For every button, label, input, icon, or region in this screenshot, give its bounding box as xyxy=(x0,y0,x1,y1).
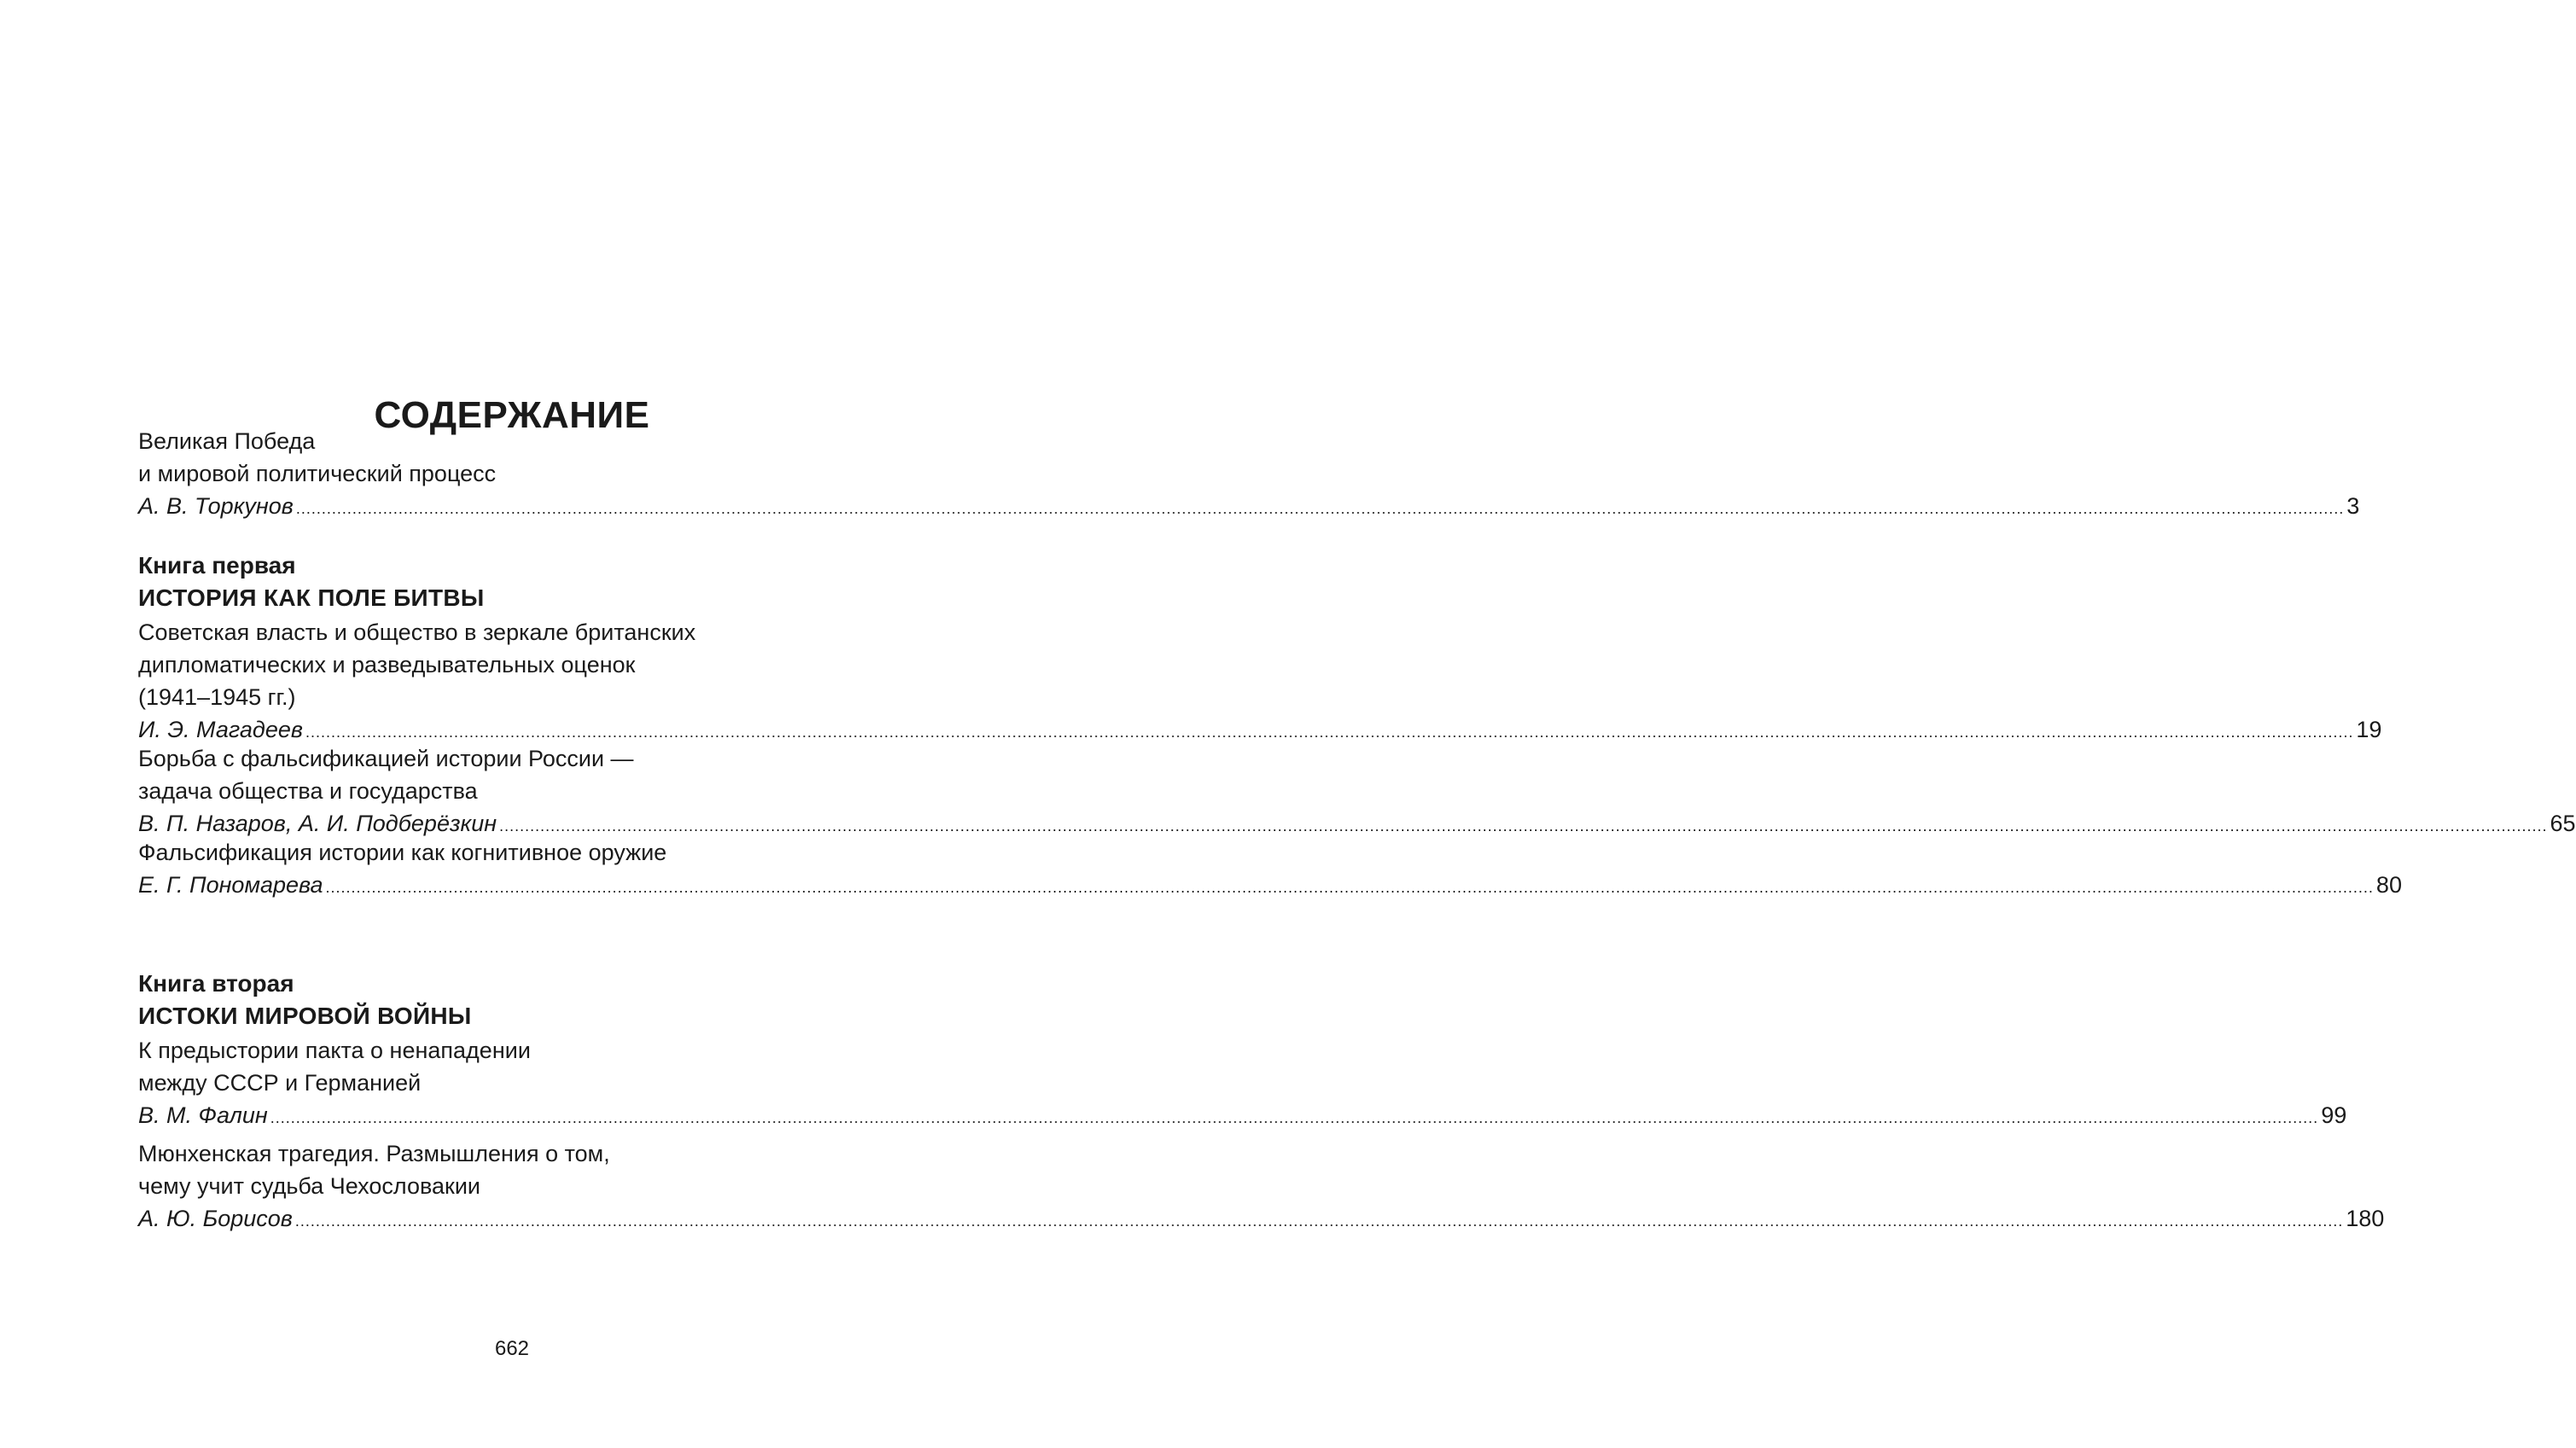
entry-page-number: 19 xyxy=(2356,717,2382,742)
entry-page-number: 80 xyxy=(2375,872,2402,898)
book-two-heading xyxy=(138,968,857,1032)
entry-title-line: (1941–1945 гг.) xyxy=(138,684,296,710)
dot-leader: ................................................................................................................................................................................................................................................................................................................................................................................................................ xyxy=(294,1212,2344,1230)
toc-entry[interactable] xyxy=(138,742,2576,842)
entry-title-line: Борьба с фальсификацией истории России — xyxy=(138,746,634,771)
toc-entry[interactable] xyxy=(138,616,2382,748)
author-row xyxy=(138,869,2402,904)
entry-author: И. Э. Магадеев xyxy=(138,717,303,742)
entry-title-line: Фальсификация истории как когнитивное оружие xyxy=(138,840,667,865)
page-number: 662 xyxy=(494,1337,530,1360)
entry-page-number: 180 xyxy=(2346,1206,2385,1231)
author-row xyxy=(138,1202,2385,1237)
entry-author: А. В. Торкунов xyxy=(138,493,294,519)
toc-entry[interactable] xyxy=(138,1034,2347,1134)
entry-title-line: Мюнхенская трагедия. Размышления о том, xyxy=(138,1141,610,1166)
entry-title-line: дипломатических и разведывательных оценок xyxy=(138,652,636,677)
book-title: ИСТОКИ МИРОВОЙ ВОЙНЫ xyxy=(138,1003,472,1029)
entry-author: В. П. Назаров, А. И. Подберёзкин xyxy=(138,811,497,836)
entry-title-line: Советская власть и общество в зеркале британских xyxy=(138,619,696,645)
entry-page-number: 65 xyxy=(2550,811,2576,836)
entry-title-line: чему учит судьба Чехословакии xyxy=(138,1173,480,1199)
entry-title-line: Великая Победа xyxy=(138,428,316,454)
entry-title-line: и мировой политический процесс xyxy=(138,461,497,486)
entry-title-line: между СССР и Германией xyxy=(138,1070,422,1096)
book-one-heading xyxy=(138,550,857,614)
toc-entry-intro[interactable] xyxy=(138,425,2360,525)
dot-leader: ................................................................................................................................................................................................................................................................................................................................................................................................................ xyxy=(305,724,2354,741)
page-title: СОДЕРЖАНИЕ xyxy=(374,394,650,437)
dot-leader: ................................................................................................................................................................................................................................................................................................................................................................................................................ xyxy=(295,500,2345,517)
dot-leader: ................................................................................................................................................................................................................................................................................................................................................................................................................ xyxy=(325,879,2374,896)
book-title: ИСТОРИЯ КАК ПОЛЕ БИТВЫ xyxy=(138,584,485,611)
author-row xyxy=(138,1099,2347,1134)
dot-leader: ................................................................................................................................................................................................................................................................................................................................................................................................................ xyxy=(499,817,2548,834)
entry-author: Е. Г. Пономарева xyxy=(138,872,323,898)
entry-author: В. М. Фалин xyxy=(138,1102,268,1128)
toc-entry[interactable] xyxy=(138,1137,2385,1237)
author-row xyxy=(138,490,2360,525)
entry-title-line: задача общества и государства xyxy=(138,778,478,804)
entry-author: А. Ю. Борисов xyxy=(138,1206,293,1231)
book-label: Книга вторая xyxy=(138,970,294,997)
toc-entry[interactable] xyxy=(138,836,2402,904)
book-label: Книга первая xyxy=(138,552,296,579)
dot-leader: ................................................................................................................................................................................................................................................................................................................................................................................................................ xyxy=(270,1109,2319,1126)
entry-page-number: 99 xyxy=(2321,1102,2347,1128)
entry-title-line: К предыстории пакта о ненападении xyxy=(138,1038,531,1063)
entry-page-number: 3 xyxy=(2346,493,2360,519)
